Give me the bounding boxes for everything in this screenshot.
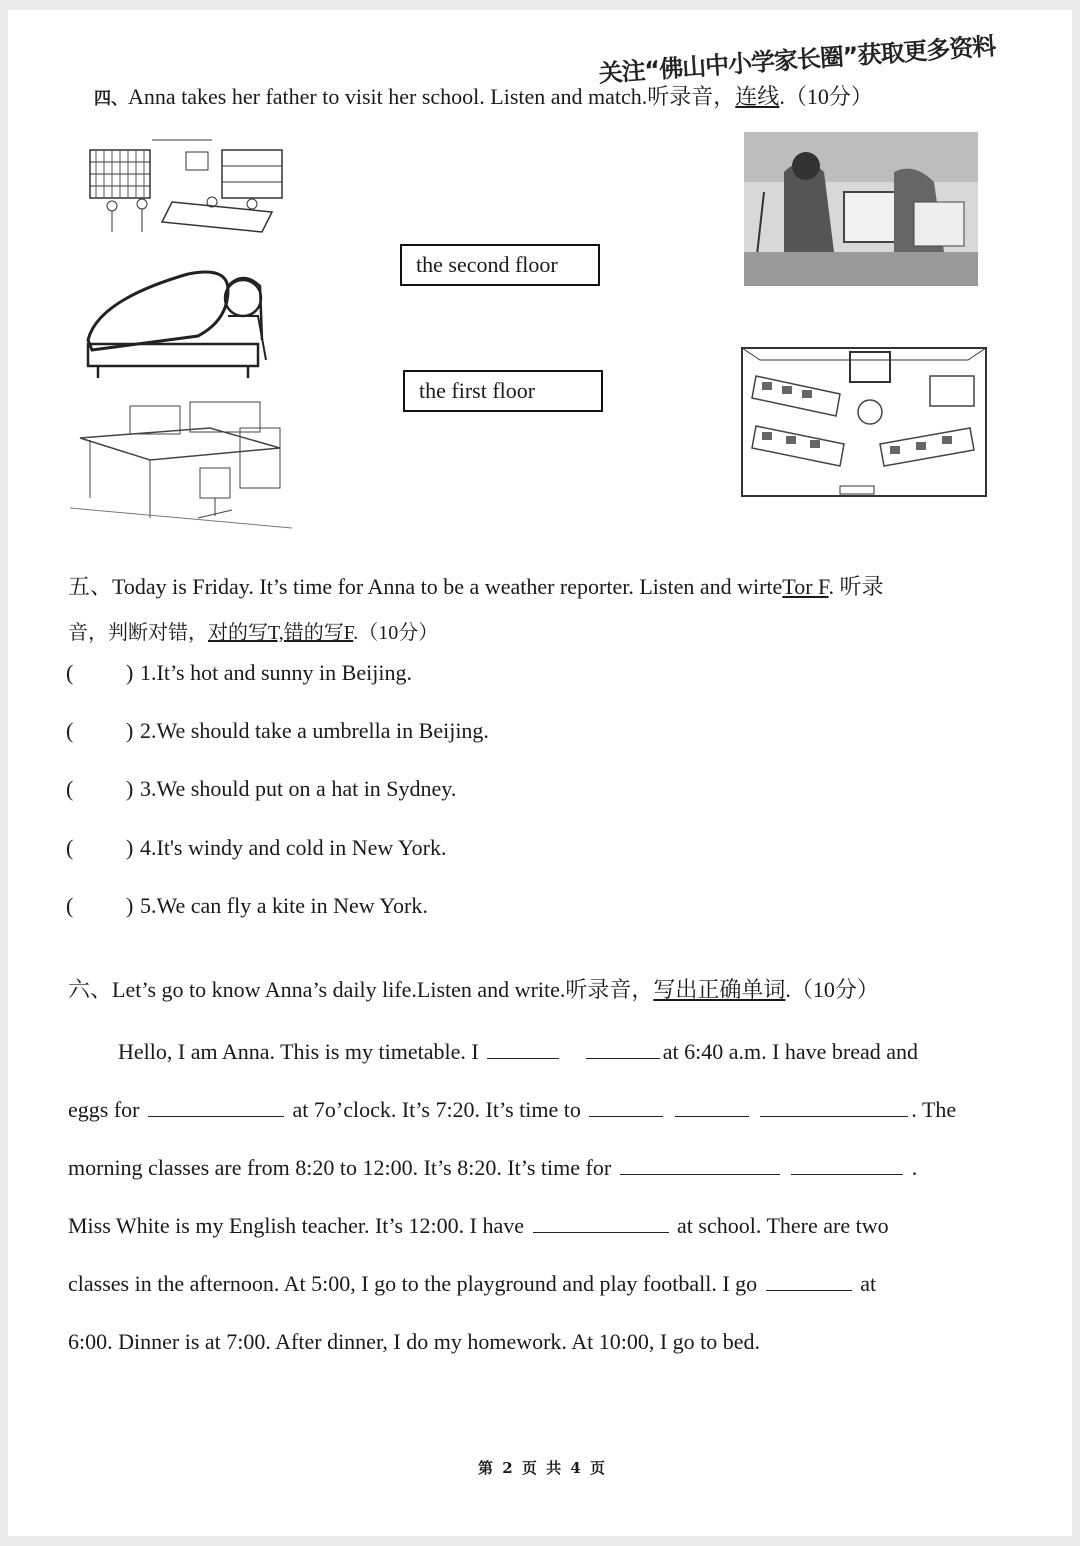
section4-text: Anna takes her father to visit her school. Listen and match.听录音， (128, 84, 736, 109)
answer-close-paren: ) (126, 835, 134, 860)
section5-tail: . 听录 (828, 574, 884, 599)
passage-text: eggs for (68, 1097, 140, 1122)
section4-heading (94, 80, 873, 111)
passage-text: Miss White is my English teacher. It’s 12:00. I have (68, 1213, 525, 1238)
art-room-image (744, 132, 978, 286)
passage-text: morning classes are from 8:20 to 12:00. It’s 8:20. It’s time for (68, 1155, 612, 1180)
section4-points: .（10分） (779, 84, 873, 109)
answer-open-paren[interactable]: ( (66, 776, 74, 801)
library-image (82, 132, 288, 242)
section4-number: 四、 (94, 89, 128, 109)
answer-blank[interactable] (675, 1096, 749, 1117)
page-footer: 第 2 页 共 4 页 (478, 1459, 607, 1477)
section5-heading-line1 (68, 570, 884, 601)
second-floor-box[interactable]: the second floor (400, 244, 600, 286)
answer-open-paren[interactable]: ( (66, 660, 74, 685)
section6-underlined: 写出正确单词 (653, 977, 786, 1002)
section5-line2-tail: .（10分） (353, 622, 439, 644)
answer-blank[interactable] (487, 1038, 559, 1059)
answer-open-paren[interactable]: ( (66, 718, 74, 743)
section5-heading-line2 (68, 616, 438, 645)
section6-points: .（10分） (785, 977, 879, 1002)
passage-line-5 (68, 1270, 876, 1297)
music-room-image (78, 260, 278, 380)
passage-line-3 (68, 1154, 917, 1181)
answer-close-paren: ) (126, 893, 134, 918)
passage-text: at school. There are two (677, 1213, 889, 1238)
answer-close-paren: ) (126, 776, 134, 801)
answer-blank[interactable] (766, 1270, 852, 1291)
section6-text: Let’s go to know Anna’s daily life.Listen and write.听录音， (112, 977, 654, 1002)
section5-number: 五、 (68, 574, 113, 599)
section5-underlined-tf: Tor F (782, 574, 829, 599)
passage-text: Hello, I am Anna. This is my timetable. I (118, 1039, 479, 1064)
passage-line-1 (118, 1038, 918, 1065)
passage-line-2 (68, 1096, 956, 1123)
answer-blank[interactable] (791, 1154, 903, 1175)
section5-line2-text: 音，判断对错， (68, 622, 208, 644)
passage-line-4 (68, 1212, 889, 1239)
answer-blank[interactable] (760, 1096, 908, 1117)
section6-heading (68, 973, 879, 1004)
answer-blank[interactable] (148, 1096, 284, 1117)
tf-item-text: 1.It’s hot and sunny in Beijing. (140, 660, 412, 685)
tf-item-text: 5.We can fly a kite in New York. (140, 893, 428, 918)
passage-text: at (860, 1271, 877, 1296)
answer-open-paren[interactable]: ( (66, 893, 74, 918)
worksheet-page (8, 10, 1072, 1536)
answer-close-paren: ) (126, 718, 134, 743)
answer-blank[interactable] (589, 1096, 663, 1117)
tf-item-text: 2.We should take a umbrella in Beijing. (140, 718, 489, 743)
office-image (70, 398, 292, 536)
passage-line-6: 6:00. Dinner is at 7:00. After dinner, I do my homework. At 10:00, I go to bed. (68, 1329, 761, 1354)
watermark: 关注“佛山中小学家长圈”获取更多资料 (597, 32, 997, 88)
answer-blank[interactable] (586, 1038, 660, 1059)
answer-open-paren[interactable]: ( (66, 835, 74, 860)
first-floor-box[interactable]: the first floor (403, 370, 603, 412)
answer-blank[interactable] (620, 1154, 780, 1175)
tf-item-text: 4.It's windy and cold in New York. (140, 835, 447, 860)
passage-text: at 7o’clock. It’s 7:20. It’s time to (292, 1097, 581, 1122)
answer-blank[interactable] (533, 1212, 669, 1233)
passage-text: classes in the afternoon. At 5:00, I go to the playground and play football. I go (68, 1271, 758, 1296)
computer-room-image (740, 346, 988, 498)
tf-item-text: 3.We should put on a hat in Sydney. (140, 776, 457, 801)
passage-text: . The (911, 1097, 957, 1122)
section5-line2-underlined: 对的写T,错的写F (208, 622, 354, 644)
section5-text: Today is Friday. It’s time for Anna to be a weather reporter. Listen and wirte (112, 574, 783, 599)
section4-underlined: 连线 (735, 84, 780, 109)
passage-text: . (911, 1155, 918, 1180)
passage-text: at 6:40 a.m. I have bread and (662, 1039, 919, 1064)
section6-number: 六、 (68, 977, 113, 1002)
answer-close-paren: ) (126, 660, 134, 685)
